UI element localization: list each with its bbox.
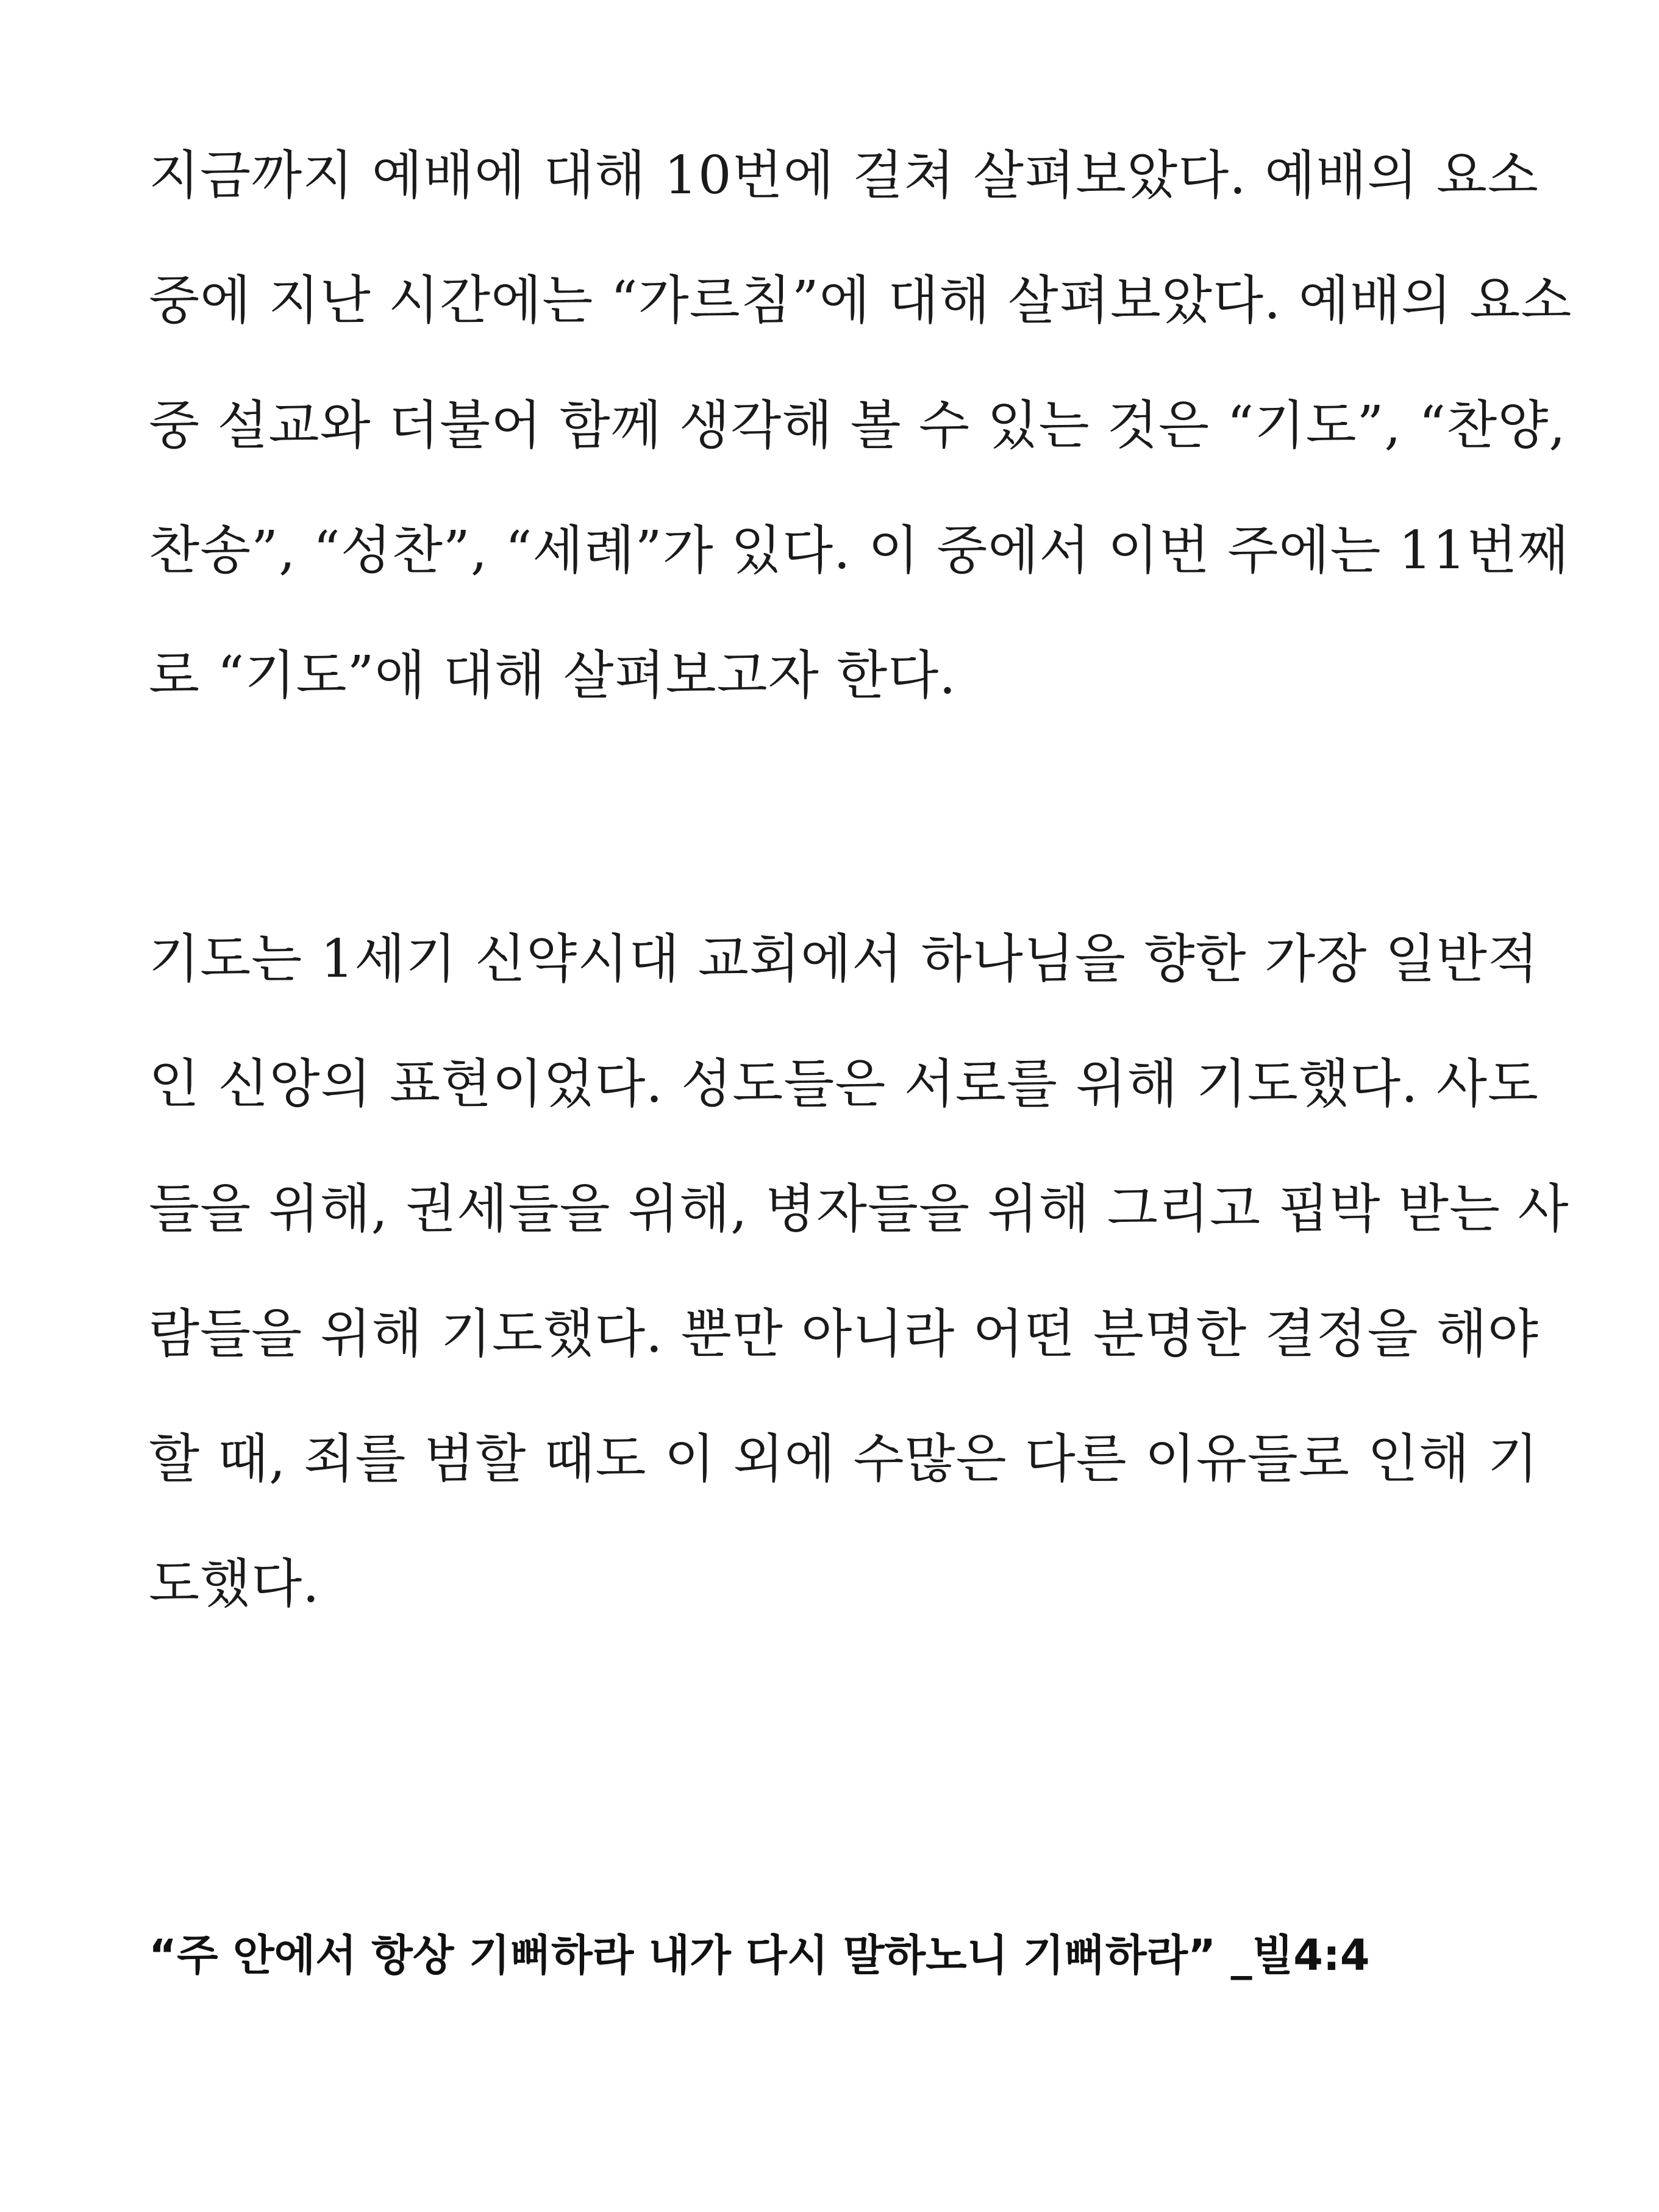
paragraph-line: 중 설교와 더불어 함께 생각해 볼 수 있는 것은 “기도”, “찬양,: [149, 395, 1566, 456]
paragraph-line: 들을 위해, 권세들을 위해, 병자들을 위해 그리고 핍박 받는 사: [149, 1179, 1569, 1240]
paragraph-line: 중에 지난 시간에는 “가르침”에 대해 살펴보았다. 예배의 요소: [149, 270, 1572, 331]
paragraph-prayer: [149, 929, 1569, 1680]
paragraph-line: 지금까지 예배에 대해 10번에 걸쳐 살펴보았다. 예배의 요소: [149, 145, 1539, 206]
paragraph-line: 로 “기도”애 대해 살펴보고자 한다.: [149, 645, 957, 706]
paragraph-intro: [149, 145, 1572, 771]
bible-verse-quote: “주 안에서 항상 기뻐하라 내가 다시 말하노니 기뻐하라” _빌4:4: [149, 1930, 1370, 1980]
paragraph-line: 할 때, 죄를 범할 때도 이 외에 수많은 다른 이유들로 인해 기: [149, 1429, 1539, 1490]
paragraph-line: 찬송”, “성찬”, “세례”가 있다. 이 중에서 이번 주에는 11번째: [149, 520, 1569, 581]
paragraph-line: 인 신앙의 표현이었다. 성도들은 서로를 위해 기도했다. 사도: [149, 1054, 1539, 1115]
paragraph-line: 기도는 1세기 신약시대 교회에서 하나님을 향한 가장 일반적: [149, 929, 1539, 990]
paragraph-line: 도했다.: [149, 1554, 320, 1614]
paragraph-line: 람들을 위해 기도했다. 뿐만 아니라 어떤 분명한 결정을 해야: [149, 1304, 1539, 1365]
